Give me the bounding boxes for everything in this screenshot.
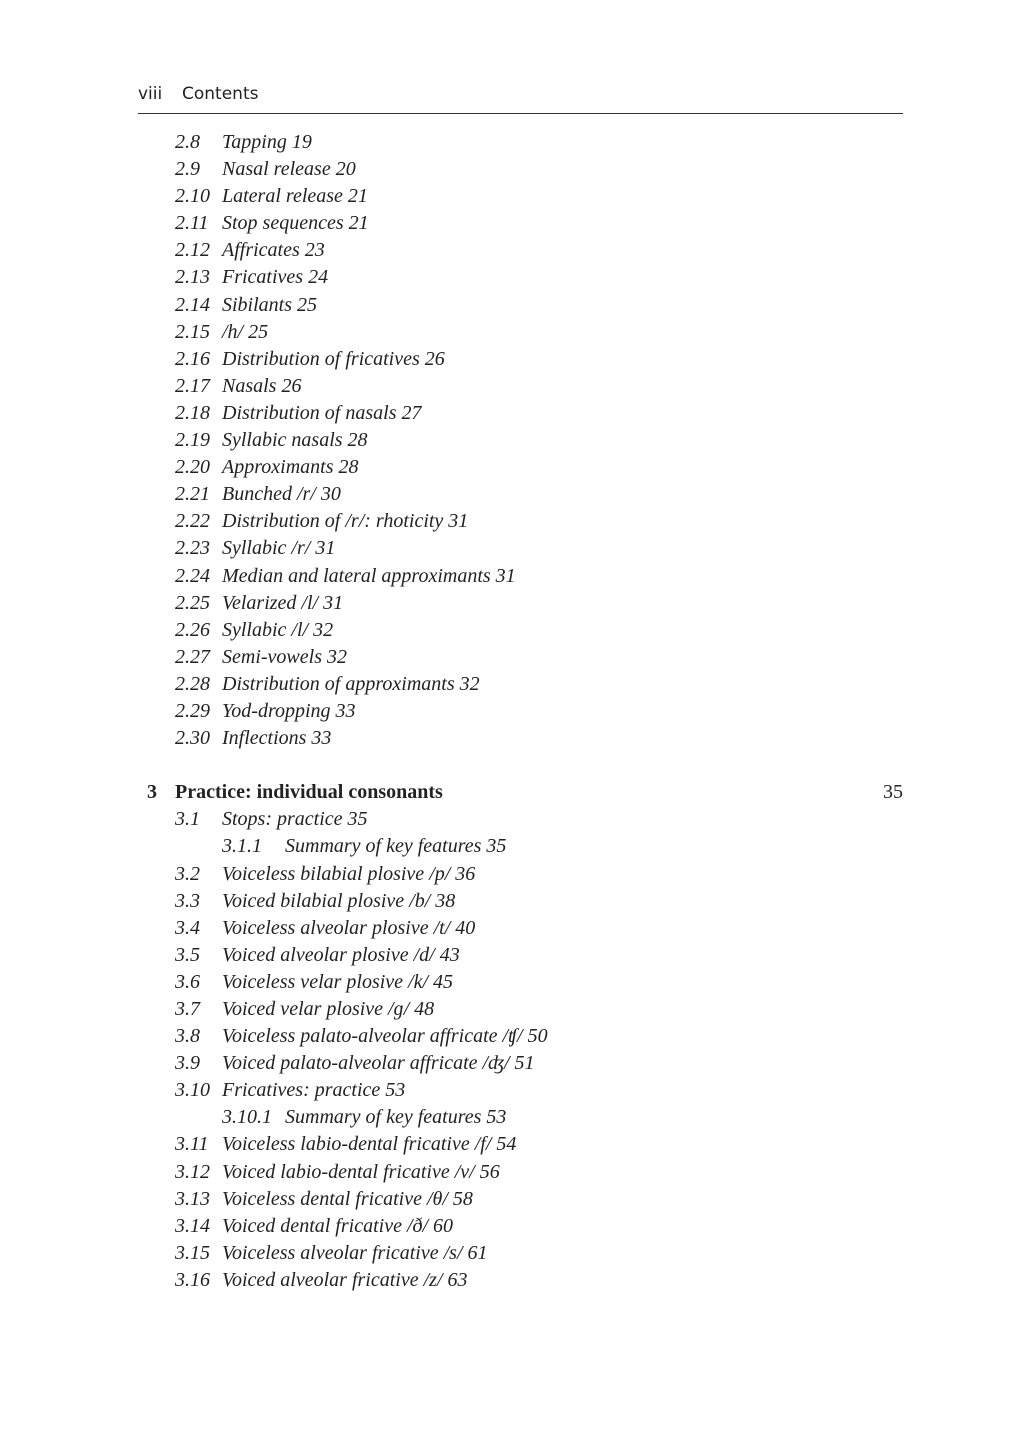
section-title: Lateral release 21 (222, 185, 368, 208)
toc-entry[interactable] (0, 861, 1028, 888)
section-number: 2.28 (175, 672, 210, 695)
section-number: 2.27 (175, 645, 210, 668)
section-number: 2.30 (175, 727, 210, 750)
toc-entry[interactable] (0, 156, 1028, 183)
toc-entry[interactable] (0, 210, 1028, 237)
section-number: 3.14 (175, 1214, 210, 1237)
toc-entry[interactable] (0, 1240, 1028, 1267)
toc-entry[interactable] (0, 373, 1028, 400)
toc-chapter-entry[interactable] (0, 779, 1028, 806)
chapter-title: Practice: individual consonants (175, 781, 443, 804)
section-number: 2.17 (175, 374, 210, 397)
toc-entry[interactable] (0, 969, 1028, 996)
section-title: Distribution of nasals 27 (222, 401, 422, 424)
toc-entry[interactable] (0, 400, 1028, 427)
toc-entry[interactable] (0, 292, 1028, 319)
section-number: 2.9 (175, 158, 200, 181)
section-number: 2.11 (175, 212, 209, 235)
section-title: Distribution of approximants 32 (222, 672, 480, 695)
toc-entry[interactable] (0, 264, 1028, 291)
toc-entry[interactable] (0, 590, 1028, 617)
section-title: Fricatives: practice 53 (222, 1079, 406, 1102)
toc-entry[interactable] (0, 1131, 1028, 1158)
section-title: Tapping 19 (222, 131, 312, 153)
toc-entry[interactable] (0, 1186, 1028, 1213)
subsection-title: Summary of key features 35 (285, 835, 507, 858)
section-title: Distribution of fricatives 26 (222, 347, 445, 370)
toc-entry[interactable] (0, 698, 1028, 725)
section-title: Voiced dental fricative /ð/ 60 (222, 1214, 454, 1237)
section-title: Voiced alveolar plosive /d/ 43 (222, 943, 460, 966)
section-title: Distribution of /r/: rhoticity 31 (222, 510, 469, 533)
section-number: 2.26 (175, 618, 210, 641)
section-title: Voiced labio-dental fricative /v/ 56 (222, 1160, 500, 1183)
section-number: 3.10 (175, 1079, 210, 1102)
section-title: Syllabic /r/ 31 (222, 537, 336, 560)
toc-entry[interactable] (0, 1077, 1028, 1104)
section-title: Voiced bilabial plosive /b/ 38 (222, 889, 456, 912)
toc-entry[interactable] (0, 319, 1028, 346)
toc-entry[interactable] (0, 942, 1028, 969)
toc-entry[interactable] (0, 671, 1028, 698)
toc-entry[interactable] (0, 563, 1028, 590)
section-number: 2.21 (175, 483, 210, 506)
section-number: 2.13 (175, 266, 210, 289)
toc-entry[interactable] (0, 725, 1028, 752)
section-title: Semi-vowels 32 (222, 645, 347, 668)
section-number: 3.11 (175, 1133, 209, 1156)
toc-entry[interactable] (0, 915, 1028, 942)
toc-entry[interactable] (0, 481, 1028, 508)
section-title: Bunched /r/ 30 (222, 483, 341, 506)
section-number: 2.14 (175, 293, 210, 316)
section-number: 3.3 (175, 889, 200, 912)
section-title: Fricatives 24 (222, 266, 329, 289)
subsection-title: Summary of key features 53 (285, 1106, 507, 1129)
toc-entry[interactable] (0, 183, 1028, 210)
table-of-contents (0, 129, 1028, 1294)
section-number: 3.8 (175, 1025, 200, 1048)
toc-entry[interactable] (0, 346, 1028, 373)
section-title: Nasal release 20 (222, 158, 356, 181)
section-title: Affricates 23 (222, 239, 325, 262)
section-number: 3.2 (175, 862, 200, 885)
section-number: 3.4 (175, 916, 200, 939)
section-title: Voiceless bilabial plosive /p/ 36 (222, 862, 476, 885)
section-title: Syllabic /l/ 32 (222, 618, 334, 641)
toc-entry[interactable] (0, 617, 1028, 644)
toc-entry[interactable] (0, 644, 1028, 671)
section-title: Voiceless velar plosive /k/ 45 (222, 970, 454, 993)
section-number: 3.1 (175, 808, 200, 831)
section-number: 3.16 (175, 1268, 210, 1291)
chapter-number: 3 (147, 781, 157, 804)
section-title: Stops: practice 35 (222, 808, 368, 831)
toc-entry[interactable] (0, 508, 1028, 535)
toc-subentry[interactable] (0, 833, 1028, 860)
section-title: /h/ 25 (222, 320, 269, 343)
toc-entry[interactable] (0, 129, 1028, 156)
section-title: Voiced alveolar fricative /z/ 63 (222, 1268, 468, 1291)
section-title: Median and lateral approximants 31 (222, 564, 516, 587)
section-title: Approximants 28 (222, 456, 359, 479)
chapter-gap (0, 752, 1028, 779)
section-title: Voiceless dental fricative /θ/ 58 (222, 1187, 473, 1210)
chapter-page: 35 (883, 781, 903, 804)
section-title: Stop sequences 21 (222, 212, 369, 235)
section-number: 3.9 (175, 1052, 200, 1075)
toc-entry[interactable] (0, 1050, 1028, 1077)
section-title: Voiceless alveolar plosive /t/ 40 (222, 916, 476, 939)
running-head (138, 83, 903, 114)
toc-entry[interactable] (0, 237, 1028, 264)
toc-entry[interactable] (0, 806, 1028, 833)
section-title: Sibilants 25 (222, 293, 318, 316)
running-head-title: Contents (182, 84, 259, 104)
toc-entry[interactable] (0, 996, 1028, 1023)
section-title: Voiceless labio-dental fricative /f/ 54 (222, 1133, 517, 1156)
section-number: 2.24 (175, 564, 210, 587)
toc-entry[interactable] (0, 1213, 1028, 1240)
section-number: 2.20 (175, 456, 210, 479)
section-title: Yod-dropping 33 (222, 699, 356, 722)
page-number: viii (138, 84, 163, 104)
section-number: 2.19 (175, 429, 210, 452)
section-title: Voiceless alveolar fricative /s/ 61 (222, 1241, 488, 1264)
section-number: 2.25 (175, 591, 210, 614)
section-number: 3.12 (175, 1160, 210, 1183)
section-number: 2.18 (175, 401, 210, 424)
section-title: Voiced palato-alveolar affricate /ʤ/ 51 (222, 1052, 535, 1075)
section-number: 2.29 (175, 699, 210, 722)
subsection-number: 3.1.1 (222, 835, 262, 858)
section-title: Syllabic nasals 28 (222, 429, 368, 452)
section-title: Velarized /l/ 31 (222, 591, 344, 614)
section-title: Voiceless palato-alveolar affricate /ʧ/ 50 (222, 1025, 548, 1048)
toc-entry[interactable] (0, 1159, 1028, 1186)
section-number: 2.8 (175, 131, 200, 153)
section-number: 3.5 (175, 943, 200, 966)
section-number: 2.12 (175, 239, 210, 262)
section-title: Voiced velar plosive /ɡ/ 48 (222, 998, 435, 1020)
section-number: 3.15 (175, 1241, 210, 1264)
toc-entry[interactable] (0, 1023, 1028, 1050)
section-number: 2.23 (175, 537, 210, 560)
section-title: Nasals 26 (222, 374, 302, 397)
subsection-number: 3.10.1 (222, 1106, 272, 1129)
toc-entry[interactable] (0, 888, 1028, 915)
toc-entry[interactable] (0, 1267, 1028, 1294)
section-title: Inflections 33 (222, 727, 332, 750)
section-number: 2.16 (175, 347, 210, 370)
section-number: 2.15 (175, 320, 210, 343)
toc-subentry[interactable] (0, 1104, 1028, 1131)
section-number: 2.10 (175, 185, 210, 208)
toc-entry[interactable] (0, 454, 1028, 481)
toc-entry[interactable] (0, 427, 1028, 454)
section-number: 3.7 (175, 998, 200, 1020)
section-number: 3.13 (175, 1187, 210, 1210)
toc-entry[interactable] (0, 535, 1028, 562)
section-number: 3.6 (175, 970, 200, 993)
section-number: 2.22 (175, 510, 210, 533)
